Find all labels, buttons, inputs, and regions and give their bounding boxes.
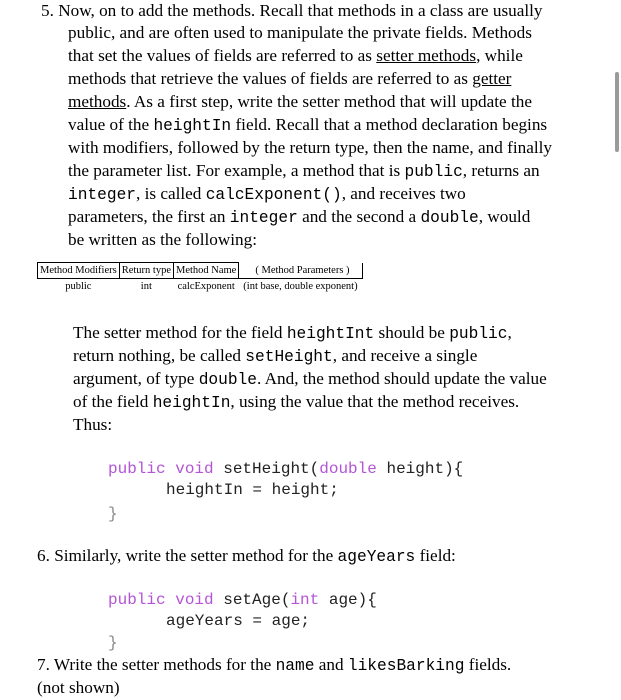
value-return-type: int: [140, 281, 152, 292]
getter-methods-term: getter: [472, 69, 512, 88]
setter-line-5: [73, 414, 112, 437]
code-line-signature: [108, 459, 463, 479]
setter-line-4: [73, 391, 519, 415]
code-term: public: [449, 325, 508, 343]
code-term: heightInt: [286, 325, 375, 343]
keyword: public void: [108, 591, 214, 609]
code-term: heightIn: [152, 394, 231, 412]
code-text: setAge(: [213, 591, 291, 609]
setter-methods-term: setter methods: [376, 46, 477, 65]
text: and: [314, 655, 348, 674]
code-term: double: [198, 371, 257, 389]
text: with modifiers, followed by the return type, then the name, and finally: [68, 138, 552, 157]
code-term: name: [275, 657, 315, 675]
header-return-type: Return type: [119, 263, 173, 279]
text: 7. Write the setter methods for the: [37, 655, 276, 674]
step-5-line-11: [68, 229, 257, 252]
step-7-line-2: [37, 677, 120, 700]
text: (not shown): [37, 678, 120, 697]
code-text: }: [108, 505, 118, 523]
code-term: ageYears: [337, 548, 416, 566]
step-5-line-2: [68, 22, 532, 45]
text: fields.: [464, 655, 512, 674]
text: return nothing, be called: [73, 346, 246, 365]
text: methods that retrieve the values of fields are referred to as: [68, 69, 473, 88]
value-modifiers: public: [65, 281, 92, 292]
text: . And, the method should update the value: [257, 369, 547, 388]
step-5-line-8: [68, 160, 540, 184]
code-term: calcExponent(): [205, 186, 342, 204]
text: . As a first step, write the setter method that will update the: [126, 92, 532, 111]
step-5-line-7: [68, 137, 552, 160]
code-text: heightIn = height;: [166, 481, 339, 499]
value-parameters: (int base, double exponent): [243, 281, 358, 292]
text: be written as the following:: [68, 230, 258, 249]
step-5-line-1: [41, 0, 543, 23]
setter-line-3: [73, 368, 547, 392]
text: that set the values of fields are referred to as: [68, 46, 377, 65]
step-5-line-9: [68, 183, 466, 207]
text: , would: [478, 207, 531, 226]
text: the parameter list. For example, a method that is: [68, 161, 405, 180]
code-text: setHeight(: [213, 460, 320, 478]
method-declaration-table: [37, 262, 363, 294]
keyword: public void: [108, 460, 214, 478]
code-term: likesBarking: [347, 657, 465, 675]
step-5-line-3: [68, 45, 523, 68]
text: 6. Similarly, write the setter method for the: [37, 546, 338, 565]
text: , returns an: [462, 161, 540, 180]
text: , while: [476, 46, 523, 65]
step-5-line-10: [68, 206, 530, 230]
keyword: int: [290, 591, 320, 609]
setter-line-2: [73, 345, 477, 369]
step-6-text: [37, 545, 456, 569]
code-line-body: [166, 480, 339, 500]
text: argument, of type: [73, 369, 199, 388]
code-term: public: [404, 163, 463, 181]
step-5-line-5: [68, 91, 532, 114]
text: of the field: [73, 392, 153, 411]
value-method-name: calcExponent: [177, 281, 235, 292]
scrollbar[interactable]: [615, 72, 619, 152]
code-term: integer: [229, 209, 298, 227]
text: ,: [507, 323, 512, 342]
text: public, and are often used to manipulate the private fields. Methods: [68, 23, 532, 42]
code-term: setHeight: [245, 348, 333, 366]
step-5-line-6: [68, 114, 547, 138]
code-term: integer: [68, 186, 136, 204]
text: value of the: [68, 115, 154, 134]
code-text: age){: [319, 591, 377, 609]
getter-methods-term: methods: [68, 92, 127, 111]
keyword: double: [319, 460, 377, 478]
text: parameters, the first an: [68, 207, 230, 226]
step-7-line-1: [37, 654, 511, 678]
text: The setter method for the field: [73, 323, 287, 342]
text: , is called: [136, 184, 206, 203]
header-method-modifiers: Method Modifiers: [38, 263, 120, 279]
header-method-parameters: ( Method Parameters ): [239, 263, 362, 279]
text: field. Recall that a method declaration begins: [231, 115, 548, 134]
step-5-line-4: [68, 68, 511, 91]
header-method-name: Method Name: [173, 263, 238, 279]
code-text: }: [108, 634, 118, 652]
code-line-close: [108, 633, 118, 653]
text: Thus:: [73, 415, 113, 434]
text: 5. Now, on to add the methods. Recall that methods in a class are usually: [41, 1, 543, 20]
code-term: double: [420, 209, 479, 227]
setter-line-1: [73, 322, 512, 346]
text: and the second a: [297, 207, 421, 226]
table-header-row: [38, 263, 363, 279]
text: , using the value that the method receives.: [230, 392, 520, 411]
code-line-signature: [108, 590, 377, 610]
text: should be: [374, 323, 450, 342]
text: , and receive a single: [332, 346, 478, 365]
text: , and receives two: [341, 184, 466, 203]
code-text: ageYears = age;: [166, 612, 311, 630]
table-row: [38, 279, 363, 295]
code-term: heightIn: [153, 117, 232, 135]
text: field:: [415, 546, 456, 565]
code-text: height){: [376, 460, 464, 478]
code-line-body: [166, 611, 310, 631]
code-line-close: [108, 504, 118, 524]
